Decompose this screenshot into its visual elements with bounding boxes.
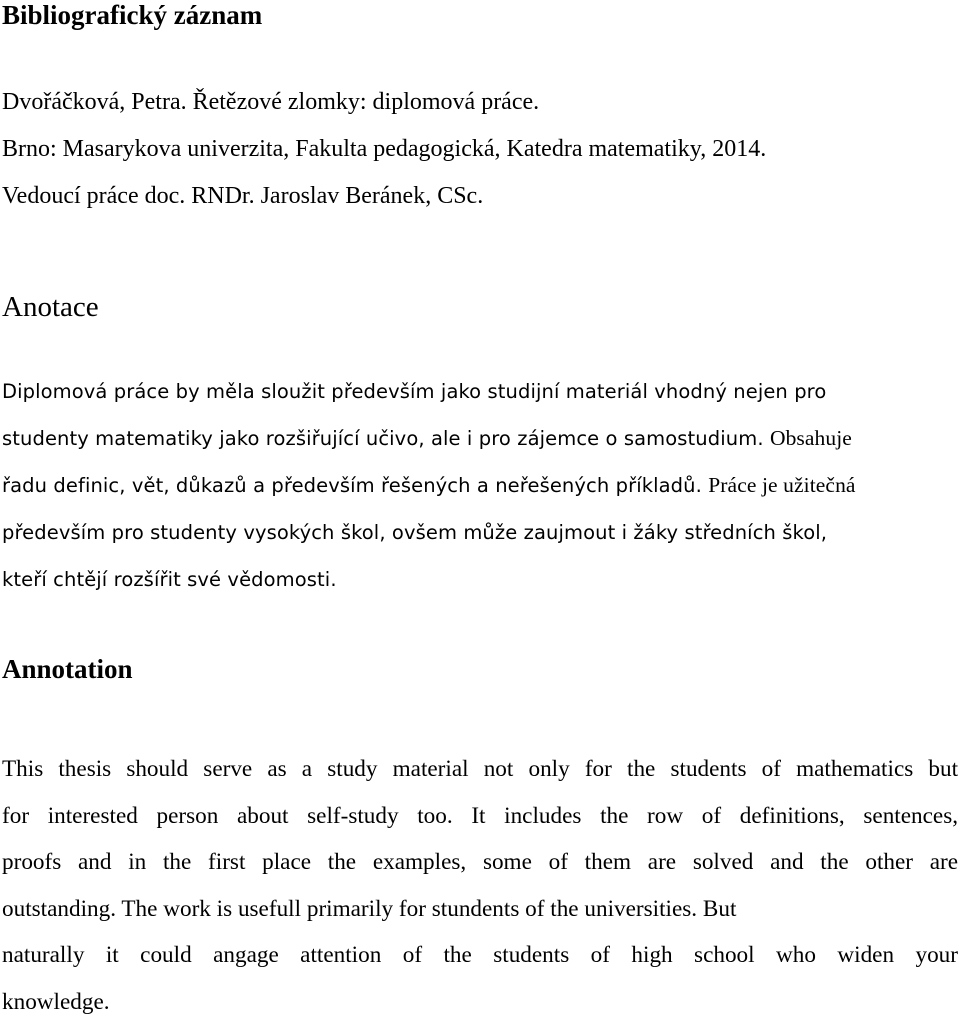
document-title: Bibliografický záznam (2, 0, 958, 30)
biblio-line-publisher: Brno: Masarykova univerzita, Fakulta pedagogická, Katedra matematiky, 2014. (2, 126, 958, 173)
anotace-line-3-text: řadu definic, vět, důkazů a především řešených a neřešených příkladů. (2, 474, 702, 497)
anotace-line-2 (2, 415, 958, 462)
biblio-line-author-title: Dvořáčková, Petra. Řetězové zlomky: diplomová práce. (2, 79, 958, 126)
annotation-line-1: This thesis should serve as a study material not only for the students of mathematics but (2, 746, 958, 793)
anotace-line-3 (2, 462, 958, 509)
anotace-line-2-serif: Obsahuje (770, 426, 852, 450)
annotation-line-2: for interested person about self-study too. It includes the row of definitions, sentences, (2, 793, 958, 840)
anotace-line-5: kteří chtějí rozšířit své vědomosti. (2, 556, 958, 603)
annotation-paragraph (2, 746, 958, 1025)
anotace-line-2-text: studenty matematiky jako rozšiřující učivo, ale i pro zájemce o samostudium. (2, 427, 764, 450)
bibliographic-record (2, 79, 958, 220)
anotace-line-1: Diplomová práce by měla sloužit především jako studijní materiál vhodný nejen pro (2, 368, 958, 415)
biblio-line-supervisor: Vedoucí práce doc. RNDr. Jaroslav Beránek, CSc. (2, 173, 958, 220)
anotace-paragraph (2, 368, 958, 603)
annotation-line-3: proofs and in the first place the examples, some of them are solved and the other are (2, 839, 958, 886)
anotace-heading: Anotace (2, 290, 958, 324)
anotace-line-4: především pro studenty vysokých škol, ovšem může zaujmout i žáky středních škol, (2, 509, 958, 556)
annotation-line-6: knowledge. (2, 979, 958, 1025)
annotation-line-5: naturally it could angage attention of the students of high school who widen your (2, 932, 958, 979)
annotation-line-4: outstanding. The work is usefull primarily for stundents of the universities. But (2, 886, 958, 933)
annotation-heading: Annotation (2, 652, 958, 686)
anotace-line-3-serif: Práce je užitečná (708, 473, 855, 497)
